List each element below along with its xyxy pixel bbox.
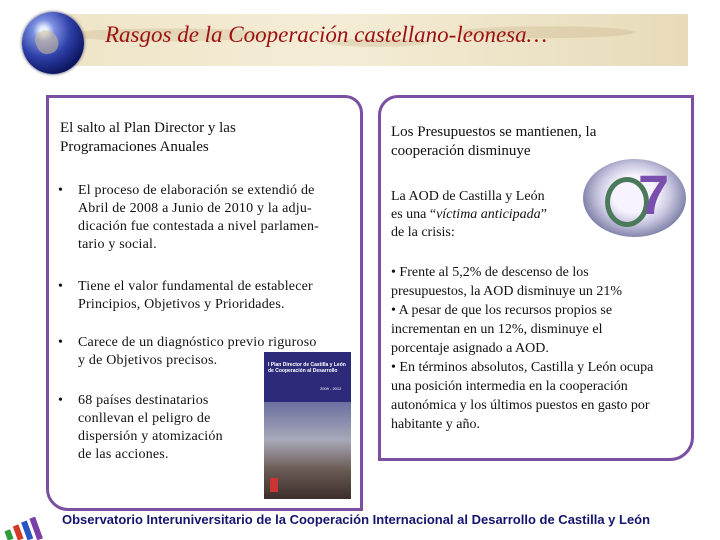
right-line: porcentaje asignado a AOD. [391,341,549,356]
left-heading-line: Programaciones Anuales [60,139,209,155]
right-line: una posición intermedia en la cooperación [391,379,628,394]
bullet-dot: • [58,183,63,198]
bullet-line: Carece de un diagnóstico previo riguroso [78,335,317,350]
book-title-line: de Cooperación al Desarrollo [268,368,338,374]
right-bullets [391,263,687,434]
intro-line: de la crisis: [391,225,455,240]
left-bullet-2 [58,278,358,318]
bullet-dot: • [58,393,63,408]
right-line: autonómica y los últimos puestos en gasto por [391,398,650,413]
plan-director-book-cover [264,352,351,499]
globe-icon [22,12,84,74]
right-heading [391,123,596,161]
bullet-line: Abril de 2008 a Junio de 2010 y la adju- [78,201,312,216]
left-heading-line: El salto al Plan Director y las [60,120,236,136]
book-title [268,362,347,374]
left-heading [60,119,236,157]
right-line: habitante y año. [391,417,481,432]
book-years: 2009 - 2012 [320,386,342,391]
right-line: • En términos absolutos, Castilla y León ocupa [391,360,654,375]
intro-italic: víctima anticipada [436,207,541,222]
bullet-line: dispersión y atomización [78,429,223,444]
right-heading-line: Los Presupuestos se mantienen, la [391,124,597,140]
right-line: • A pesar de que los recursos propios se [391,303,613,318]
bullet-line: Principios, Objetivos y Prioridades. [78,297,285,312]
bullet-line: Tiene el valor fundamental de establecer [78,279,313,294]
footer-text: Observatorio Interuniversitario de la Cooperación Internacional al Desarrollo de Castilla y León [62,512,651,527]
right-heading-line: cooperación disminuye [391,143,531,159]
bullet-line: tario y social. [78,237,157,252]
intro-line: La AOD de Castilla y León [391,189,545,204]
intro-line: es una “víctima anticipada” [391,207,547,222]
bullet-line: El proceso de elaboración se extendió de [78,183,315,198]
right-line: incrementan en un 12%, disminuye el [391,322,603,337]
bullet-line: dicación fue contestada a nivel parlamen- [78,219,320,234]
number-07-emblem-icon: 7 [583,159,686,237]
right-line: presupuestos, la AOD disminuye un 21% [391,284,622,299]
right-line: • Frente al 5,2% de descenso de los [391,265,589,280]
right-intro [391,188,581,242]
observatory-logo-icon [4,516,44,540]
book-title-line: I Plan Director de Castilla y León [268,362,346,368]
left-bullet-1 [58,182,358,262]
left-bullet-4 [58,392,258,472]
bullet-line: 68 países destinatarios [78,393,209,408]
book-logo-icon [270,478,278,492]
bullet-line: y de Objetivos precisos. [78,353,218,368]
bullet-line: de las acciones. [78,447,169,462]
bullet-line: conllevan el peligro de [78,411,211,426]
bullet-dot: • [58,279,63,294]
bullet-dot: • [58,335,63,350]
slide-title: Rasgos de la Cooperación castellano-leonesa… [105,22,548,47]
